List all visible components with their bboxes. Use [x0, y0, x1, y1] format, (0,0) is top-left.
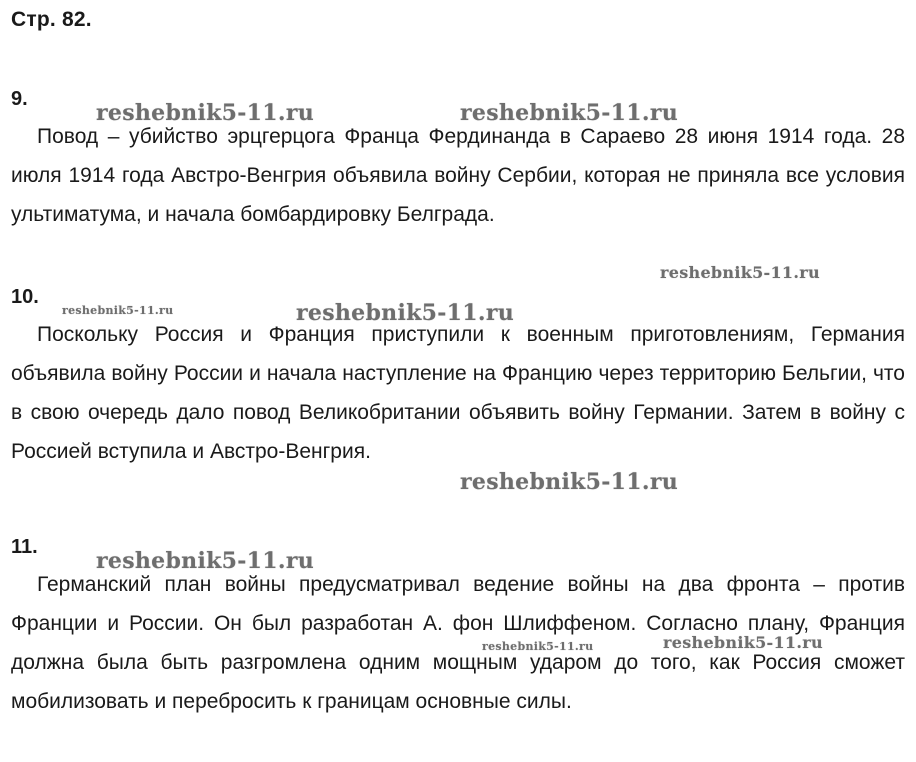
watermark: reshebnik5-11.ru	[96, 100, 315, 126]
question-10-number: 10.	[11, 286, 39, 308]
watermark: reshebnik5-11.ru	[660, 263, 820, 282]
watermark: reshebnik5-11.ru	[460, 469, 679, 495]
question-11-answer: Германский план войны предусматривал ведение войны на два фронта – против Франции и России. Он был разработан А. фон Шлиффеном. Согласно плану, Франция должна была быть разгромлена одним мощным ударом до того, как Россия сможет мобилизовать и перебросить к границам основные силы.	[11, 573, 905, 713]
question-9-answer: Повод – убийство эрцгерцога Франца Фердинанда в Сараево 28 июня 1914 года. 28 июля 1914 года Австро-Венгрия объявила войну Сербии, которая не приняла все условия ультиматума, и начала бомбардировку Белграда.	[11, 125, 905, 226]
question-9-number: 9.	[11, 88, 28, 110]
page-title: Стр. 82.	[11, 8, 92, 31]
question-10-answer: Поскольку Россия и Франция приступили к военным приготовлениям, Германия объявила войну России и начала наступление на Францию через территорию Бельгии, что в свою очередь дало повод Великобритании объявить войну Германии. Затем в войну с Россией вступила и Австро-Венгрия.	[11, 323, 905, 463]
watermark: reshebnik5-11.ru	[96, 548, 315, 574]
watermark: reshebnik5-11.ru	[296, 300, 515, 326]
question-11-number: 11.	[11, 536, 38, 558]
watermark: reshebnik5-11.ru	[482, 640, 594, 653]
watermark: reshebnik5-11.ru	[62, 304, 174, 317]
watermark: reshebnik5-11.ru	[460, 100, 679, 126]
watermark: reshebnik5-11.ru	[663, 633, 823, 652]
